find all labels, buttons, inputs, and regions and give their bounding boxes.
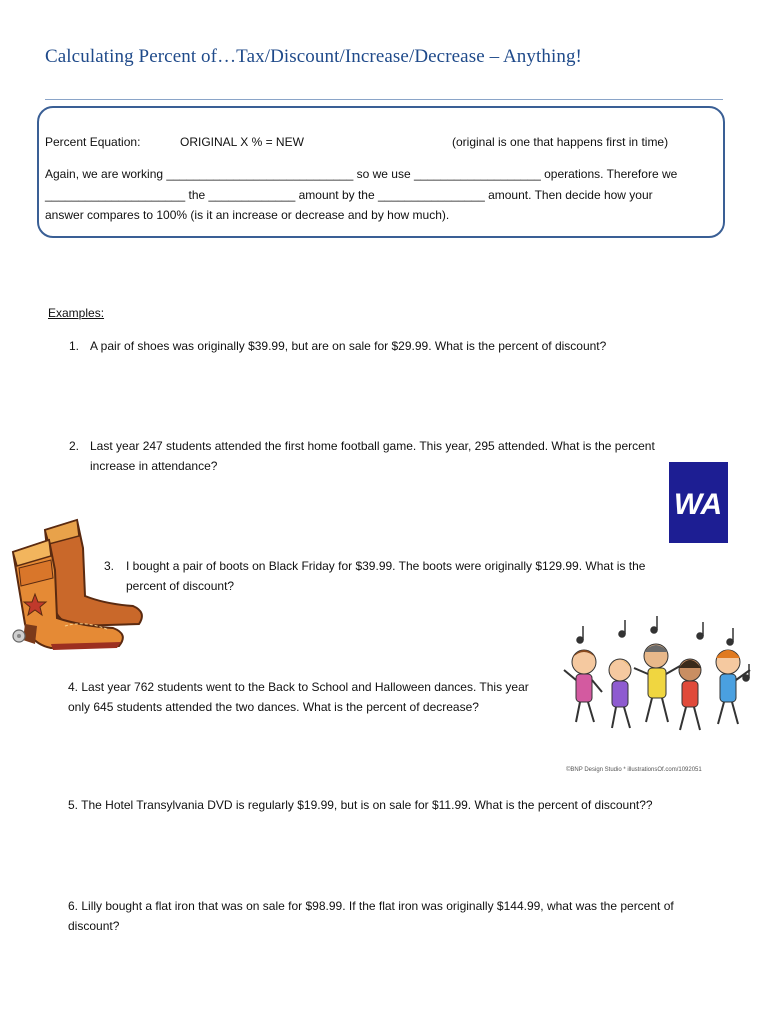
image-credit: ©BNP Design Studio * illustrationsOf.com/1092051 — [566, 767, 702, 773]
equation-label: Percent Equation: — [45, 135, 141, 149]
question-number: 5. — [68, 798, 79, 812]
question-number: 6. — [68, 899, 79, 913]
question-number: 4. — [68, 680, 79, 694]
question-text: The Hotel Transylvania DVD is regularly $19.99, but is on sale for $11.99. What is the percent of discount?? — [81, 798, 653, 812]
question-2 — [69, 436, 655, 476]
question-text: Last year 762 students went to the Back to School and Halloween dances. This year — [81, 680, 529, 694]
question-number: 2. — [69, 439, 80, 453]
question-line — [68, 795, 653, 815]
question-line — [68, 677, 529, 697]
question-number: 3. — [104, 559, 115, 573]
question-4 — [68, 677, 529, 717]
question-1 — [69, 336, 607, 356]
equation-note: (original is one that happens first in time) — [452, 135, 669, 149]
question-5 — [68, 795, 653, 815]
logo-text: WA — [673, 488, 723, 521]
title-rule — [45, 99, 723, 100]
examples-heading: Examples: — [48, 306, 105, 320]
question-3 — [104, 556, 646, 596]
equation-text: ORIGINAL X % = NEW — [180, 135, 304, 149]
page-title: Calculating Percent of…Tax/Discount/Increase/Decrease – Anything! — [45, 46, 582, 67]
question-line: only 645 students attended the two dances. What is the percent of decrease? — [68, 700, 479, 714]
box-line-3: _____________________ the _____________ amount by the ________________ amount. Then decide how your — [45, 188, 653, 202]
question-line: discount? — [68, 919, 120, 933]
question-number: 1. — [69, 339, 80, 353]
question-line: increase in attendance? — [90, 459, 218, 473]
box-line-2: Again, we are working ____________________________ so we use ___________________ operations. Therefore we — [45, 167, 678, 181]
question-line — [68, 896, 674, 916]
wa-logo-icon — [669, 462, 728, 543]
question-text: Lilly bought a flat iron that was on sale for $98.99. If the flat iron was originally $144.99, what was the percent of — [81, 899, 674, 913]
question-6 — [68, 896, 674, 936]
question-line: A pair of shoes was originally $39.99, but are on sale for $29.99. What is the percent of discount? — [90, 339, 607, 353]
dancing-kids-illustration — [560, 610, 760, 788]
question-line: I bought a pair of boots on Black Friday for $39.99. The boots were originally $129.99. What is the — [126, 559, 646, 573]
question-line: percent of discount? — [126, 579, 235, 593]
cowboy-boots-illustration — [5, 508, 150, 658]
box-line-4: answer compares to 100% (is it an increase or decrease and by how much). — [45, 208, 450, 222]
question-line: Last year 247 students attended the first home football game. This year, 295 attended. What is the percent — [90, 439, 655, 453]
